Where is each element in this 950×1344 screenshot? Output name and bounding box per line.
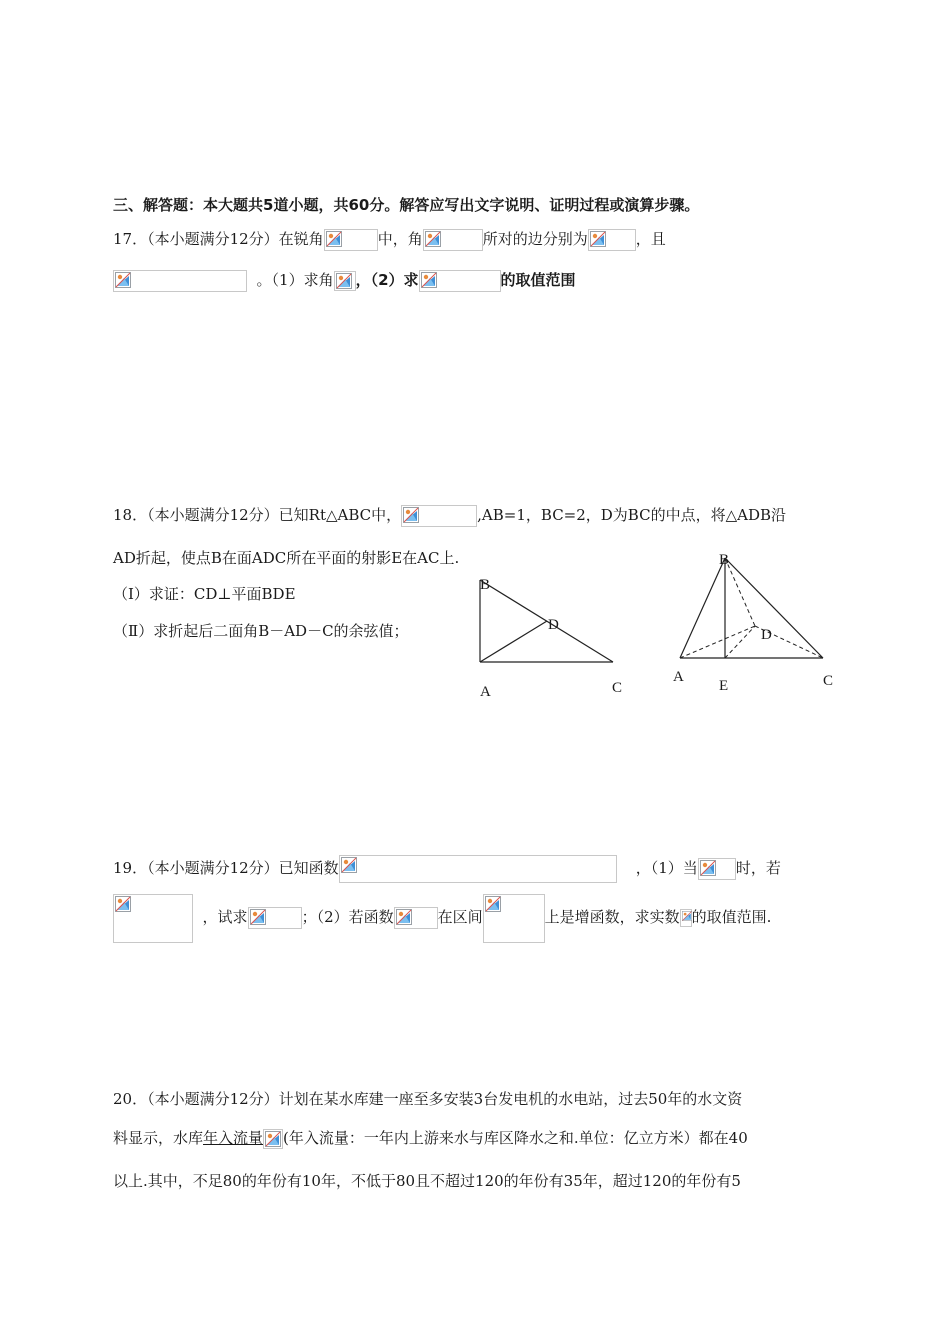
figure-triangle-abc <box>470 570 630 710</box>
q19-text: 19．（本小题满分12分）已知函数 <box>113 859 339 877</box>
fig2-label-b: B <box>719 552 730 568</box>
formula-image <box>263 1129 283 1149</box>
formula-image <box>334 271 356 291</box>
q19-text: 在区间 <box>437 908 483 926</box>
q19-text: ，试求 <box>202 908 248 926</box>
broken-image-icon <box>336 273 352 289</box>
broken-image-icon <box>341 857 357 873</box>
q17-text: 所对的边分别为 <box>482 230 588 248</box>
fig1-label-d: D <box>548 617 559 633</box>
broken-image-icon <box>421 272 437 288</box>
formula-image <box>680 909 692 927</box>
q19-text: 上是增函数，求实数 <box>544 908 680 926</box>
q19-text: 时，若 <box>735 859 781 877</box>
q17-text: 的取值范围 <box>500 271 576 289</box>
q18-text: 18．（本小题满分12分）已知Rt△ABC中， <box>113 506 402 524</box>
fig2-label-e: E <box>719 678 729 694</box>
q19-line2 <box>113 892 771 943</box>
broken-image-icon <box>250 909 266 925</box>
fig2-label-a: A <box>673 669 684 685</box>
formula-image <box>419 270 501 292</box>
broken-image-icon <box>485 896 501 912</box>
broken-image-icon <box>396 909 412 925</box>
q20-text: (年入流量：一年内上游来水与库区降水之和.单位：亿立方米）都在40 <box>283 1129 748 1147</box>
formula-image <box>401 505 477 527</box>
q17-text: 。（1）求角 <box>256 271 334 289</box>
q17-line1 <box>113 227 666 251</box>
q18-text: ,AB=1，BC=2，D为BC的中点，将△ADB沿 <box>477 506 787 524</box>
broken-image-icon <box>326 231 342 247</box>
formula-image <box>248 907 302 929</box>
q17-line2 <box>113 268 576 292</box>
q19-line1 <box>113 855 781 883</box>
fig2-label-d: D <box>761 627 772 643</box>
q19-text: ，（1）当 <box>635 859 698 877</box>
formula-image <box>324 229 378 251</box>
broken-image-icon <box>590 231 606 247</box>
fig1-label-c: C <box>612 680 623 696</box>
broken-image-icon <box>403 507 419 523</box>
q17-text: ，且 <box>635 230 666 248</box>
q20-line3: 以上.其中，不足80的年份有10年，不低于80且不超过120的年份有35年，超过120的年份有5 <box>113 1172 741 1190</box>
broken-image-icon <box>700 860 716 876</box>
q17-text: 17．（本小题满分12分）在锐角 <box>113 230 324 248</box>
q19-text: ；（2）若函数 <box>301 908 394 926</box>
fig1-label-a: A <box>480 684 491 700</box>
q19-text: 的取值范围. <box>691 908 772 926</box>
broken-image-icon <box>682 911 692 921</box>
fig2-label-c: C <box>823 673 834 689</box>
formula-image <box>394 907 438 929</box>
q20-text: 料显示，水库 <box>113 1129 204 1147</box>
q18-line1 <box>113 503 786 527</box>
fig1-label-b: B <box>480 577 491 593</box>
figure-tetrahedron <box>670 550 840 680</box>
formula-image <box>483 894 545 943</box>
formula-image <box>113 270 247 292</box>
broken-image-icon <box>115 272 131 288</box>
q20-underlined-term: 年入流量 <box>203 1129 264 1147</box>
section-heading: 三、解答题：本大题共5道小题，共60分。解答应写出文字说明、证明过程或演算步骤。 <box>113 196 700 214</box>
formula-image <box>113 894 193 943</box>
q18-part1: （Ⅰ）求证：CD⊥平面BDE <box>113 585 296 603</box>
broken-image-icon <box>115 896 131 912</box>
formula-image <box>588 229 636 251</box>
formula-image <box>698 858 736 880</box>
q20-line2 <box>113 1126 748 1150</box>
broken-image-icon <box>265 1131 281 1147</box>
broken-image-icon <box>425 231 441 247</box>
q17-text: ，（2）求 <box>355 271 419 289</box>
q17-text: 中，角 <box>377 230 423 248</box>
formula-image <box>339 855 617 883</box>
q20-line1: 20．（本小题满分12分）计划在某水库建一座至多安装3台发电机的水电站，过去50年的水文资 <box>113 1090 743 1108</box>
q18-line2: AD折起，使点B在面ADC所在平面的射影E在AC上. <box>113 549 460 567</box>
formula-image <box>423 229 483 251</box>
q18-part2: （Ⅱ）求折起后二面角B－AD－C的余弦值； <box>113 622 409 640</box>
